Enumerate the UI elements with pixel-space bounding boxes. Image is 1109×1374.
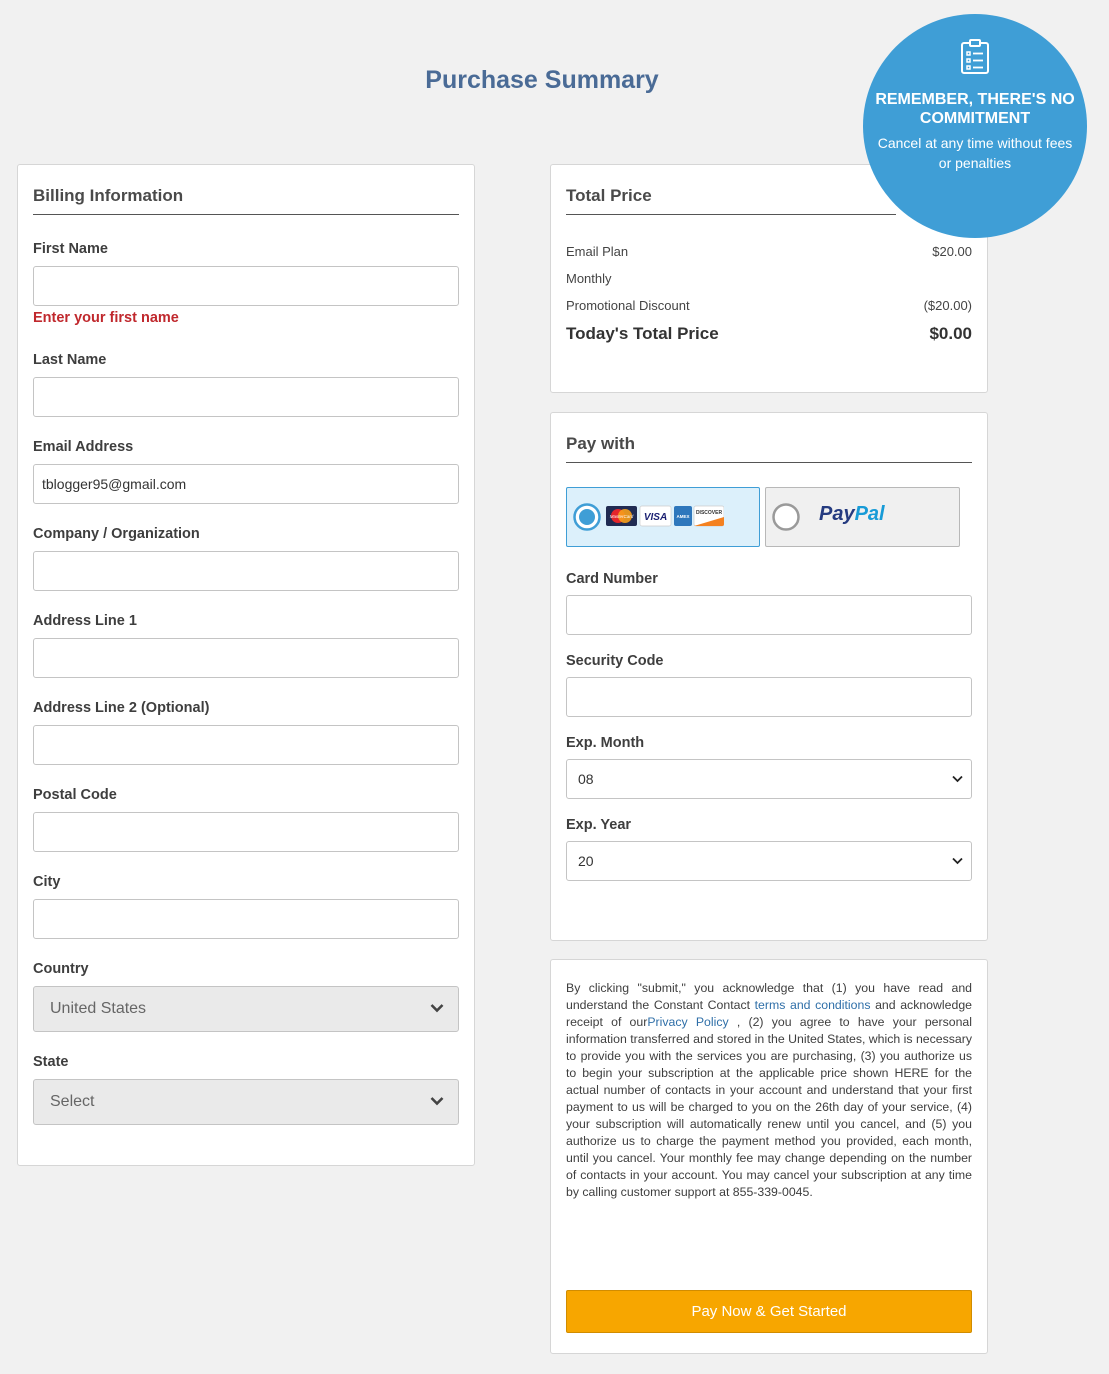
chevron-down-icon [430, 1003, 444, 1013]
paypal-pal-text: Pal [854, 503, 885, 525]
total-value: $0.00 [929, 324, 972, 343]
billing-title: Billing Information [33, 186, 184, 205]
city-input[interactable] [33, 899, 459, 939]
payment-divider [566, 462, 972, 463]
address1-label: Address Line 1 [33, 613, 137, 629]
email-label: Email Address [33, 439, 134, 455]
chevron-down-icon [430, 1096, 444, 1106]
mastercard-text: MasterCard [609, 514, 634, 519]
badge-heading: REMEMBER, THERE'S NO COMMITMENT [875, 91, 1075, 127]
total-price-title: Total Price [566, 186, 652, 205]
city-label: City [33, 874, 61, 890]
country-label: Country [33, 961, 89, 977]
price-row-value: $20.00 [932, 244, 972, 259]
address1-input[interactable] [33, 638, 459, 678]
badge-text: Cancel at any time without fees or penalties [877, 135, 1073, 171]
price-row-label: Promotional Discount [566, 298, 690, 313]
credit-card-option[interactable] [566, 487, 760, 547]
first-name-label: First Name [33, 241, 108, 257]
postal-input[interactable] [33, 812, 459, 852]
visa-text: VISA [643, 512, 668, 523]
card-brands-icon [606, 505, 724, 527]
exp-year-value: 20 [578, 853, 594, 869]
price-row-label: Monthly [566, 271, 612, 286]
radio-selected-icon [572, 502, 602, 532]
last-name-label: Last Name [33, 352, 107, 368]
amex-text: AMEX [676, 514, 690, 519]
state-value: Select [50, 1093, 95, 1110]
card-number-label: Card Number [566, 571, 658, 587]
privacy-policy-link[interactable]: Privacy Policy [647, 1015, 729, 1029]
paypal-pay-text: Pay [819, 503, 855, 525]
total-label: Today's Total Price [566, 324, 719, 343]
email-input[interactable] [33, 464, 459, 504]
first-name-input[interactable] [33, 266, 459, 306]
price-row-value: ($20.00) [923, 298, 972, 313]
state-select[interactable] [33, 1079, 459, 1125]
postal-label: Postal Code [33, 787, 117, 803]
total-price-divider [566, 214, 896, 215]
pay-now-button[interactable]: Pay Now & Get Started [566, 1290, 972, 1333]
security-code-input[interactable] [566, 677, 972, 717]
address2-label: Address Line 2 (Optional) [33, 700, 210, 716]
chevron-down-icon [952, 775, 963, 783]
exp-year-select[interactable] [566, 841, 972, 881]
terms-text-part2: and acknowledge receipt of our [566, 998, 972, 1029]
country-select[interactable] [33, 986, 459, 1032]
terms-text-part3: , (2) you agree to have your personal information transferred and stored in the United States, which is necessary to provide you with the services you are purchasing, (3) you authorize us to begin your subscription at the applicable price shown HERE for the actual number of contacts in your account and understand that your first payment to us will be charged to you on the 26th day of your service, (4) your subscription will automatically renew until you cancel, and (5) you authorize us to charge the payment method you provided, each month, until you cancel. Your monthly fee may change depending on the number of contacts in your account. You may cancel your subscription at any time by calling customer support at 855-339-0045. [566, 1015, 973, 1199]
no-commitment-badge [863, 14, 1087, 238]
clipboard-checklist-icon [960, 39, 990, 75]
paypal-option[interactable] [765, 487, 960, 547]
last-name-input[interactable] [33, 377, 459, 417]
radio-unselected-icon [771, 502, 801, 532]
company-label: Company / Organization [33, 526, 200, 542]
chevron-down-icon [952, 857, 963, 865]
first-name-error: Enter your first name [33, 310, 179, 326]
page-title: Purchase Summary [425, 66, 659, 94]
country-value: United States [50, 1000, 147, 1017]
billing-divider [33, 214, 459, 215]
security-code-label: Security Code [566, 653, 664, 669]
state-label: State [33, 1054, 69, 1070]
terms-link[interactable]: terms and conditions [754, 998, 871, 1012]
price-row-label: Email Plan [566, 244, 629, 259]
discover-text: DISCOVER [695, 510, 723, 516]
address2-input[interactable] [33, 725, 459, 765]
exp-month-select[interactable] [566, 759, 972, 799]
terms-text [566, 980, 972, 1201]
terms-text-part1: By clicking "submit," you acknowledge that (1) you have read and understand the Constant Contact [566, 981, 972, 1012]
exp-month-label: Exp. Month [566, 735, 645, 751]
exp-month-value: 08 [578, 771, 594, 787]
exp-year-label: Exp. Year [566, 817, 632, 833]
card-number-input[interactable] [566, 595, 972, 635]
company-input[interactable] [33, 551, 459, 591]
paypal-logo [819, 503, 885, 526]
payment-title: Pay with [566, 434, 635, 453]
